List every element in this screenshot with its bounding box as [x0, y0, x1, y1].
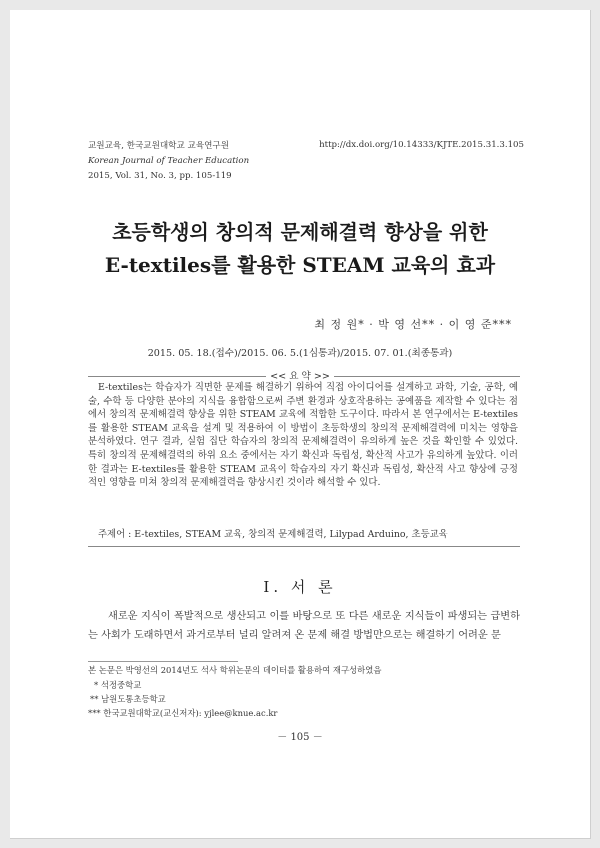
abstract-heading: << 요 약 >>	[270, 371, 330, 382]
journal-publisher: 교원교육, 한국교원대학교 교육연구원	[88, 141, 230, 151]
keywords-rule	[88, 546, 520, 547]
doi-link[interactable]: http://dx.doi.org/10.14333/KJTE.2015.31.3.105	[319, 140, 524, 150]
journal-name: Korean Journal of Teacher Education	[88, 156, 250, 166]
author-list: 최 정 원* · 박 영 선** · 이 영 준***	[314, 318, 512, 331]
footnote-rule	[88, 661, 238, 662]
keywords: 주제어 : E-textiles, STEAM 교육, 창의적 문제해결력, Lilypad Arduino, 초등교육	[98, 529, 448, 540]
body-paragraph: 새로운 지식이 폭발적으로 생산되고 이를 바탕으로 또 다른 새로운 지식들이 파생되는 급변하는 사회가 도래하면서 과거로부터 널리 알려져 온 문제 해결 방법만으로는 해결하기 어려운 문	[88, 611, 520, 641]
abstract-rule-right	[334, 376, 520, 377]
abstract-body	[88, 381, 518, 490]
paper-title-line-2: E-textiles를 활용한 STEAM 교육의 효과	[104, 253, 496, 277]
paper-title-line-1: 초등학생의 창의적 문제해결력 향상을 위한	[112, 220, 488, 244]
footnote-author-3: *** 한국교원대학교(교신저자): yjlee@knue.ac.kr	[88, 708, 278, 718]
journal-volume: 2015, Vol. 31, No. 3, pp. 105-119	[88, 171, 232, 181]
footnote-author-2: ** 남원도통초등학교	[90, 694, 166, 704]
section-title: Ⅰ. 서 론	[263, 578, 337, 596]
paper-page	[10, 10, 591, 839]
submission-dates: 2015. 05. 18.(접수)/2015. 06. 5.(1심통과)/2015. 07. 01.(최종통과)	[147, 348, 453, 359]
footnote-author-1: * 석정중학교	[94, 680, 142, 690]
footnote-source: 본 논문은 박영선의 2014년도 석사 학위논문의 데이터를 활용하여 재구성하였음	[88, 665, 382, 675]
abstract-text: E-textiles는 학습자가 직면한 문제를 해결하기 위하여 직접 아이디어를 설계하고 과학, 기술, 공학, 예술, 수학 등 다양한 분야의 지식을 융합함으로써 주변 환경과 상호작용하는 공예품을 제작할 수 있다는 점에서 창의적 문제해결력 향상을 위한 STEAM 교육에 적합한 도구이다. 따라서 본 연구에서는 E-textiles를 활용한 STEAM 교육을 설계 및 적용하여 이 방법이 초등학생의 창의적 문제해결력에 미치는 영향을 분석하였다. 연구 결과, 실험 집단 학습자의 창의적 문제해결력이 유의하게 높은 것을 확인할 수 있었다. 특히 창의적 문제해결력의 하위 요소 중에서는 자기 확신과 독립성, 확산적 사고가 유의하게 높았다. 이러한 결과는 E-textiles를 활용한 STEAM 교육이 학습자의 자기 확신과 독립성, 확산적 사고 향상에 긍정적인 영향을 미쳐 창의적 문제해결력을 향상시킨 것이라 해석할 수 있다.	[88, 382, 518, 489]
page-number: － 105 －	[277, 732, 323, 743]
